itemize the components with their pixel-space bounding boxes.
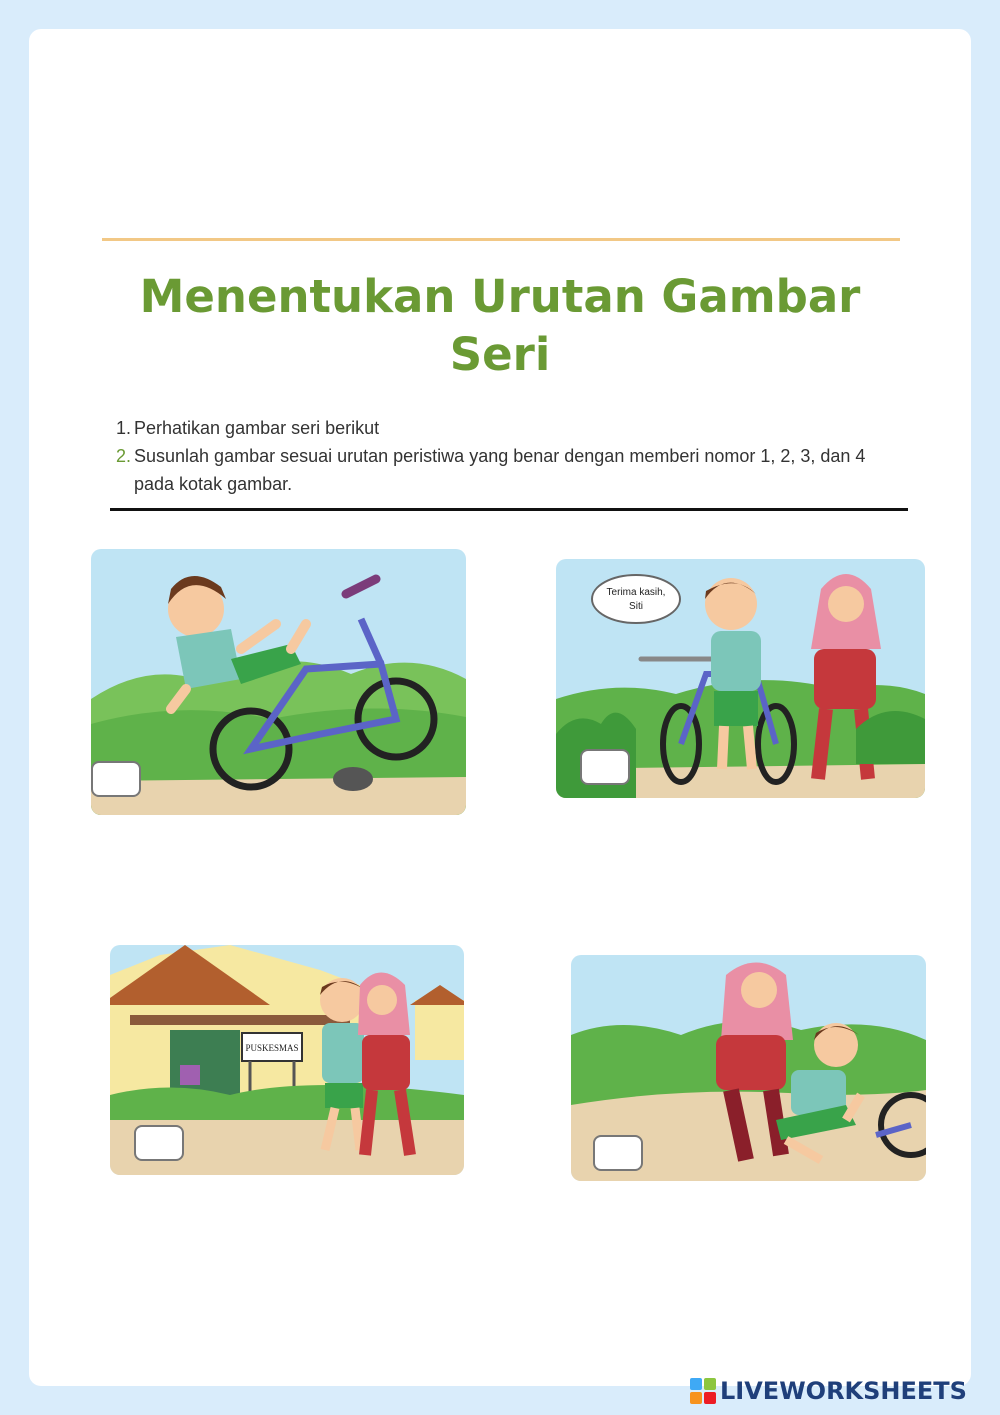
puskesmas-sign-text: PUSKESMAS	[245, 1043, 299, 1053]
worksheet-title: Menentukan Urutan Gambar Seri	[139, 270, 861, 381]
instruction-2-number: 2.	[116, 446, 132, 466]
speech-line-1: Terima kasih,	[606, 587, 666, 598]
instruction-1	[116, 414, 876, 442]
liveworksheets-brand	[690, 1375, 967, 1407]
picture-panel-help	[571, 955, 926, 1181]
liveworksheets-logo-icon	[690, 1378, 716, 1404]
answer-box-1[interactable]	[91, 761, 141, 797]
brand-name: LIVEWORKSHEETS	[720, 1377, 967, 1405]
picture-panel-thanks	[556, 559, 925, 798]
fall-illustration	[91, 549, 466, 815]
instruction-1-number: 1.	[116, 418, 132, 438]
instructions	[116, 414, 876, 498]
picture-panel-puskesmas	[110, 945, 464, 1175]
speech-line-2: Siti	[629, 601, 643, 612]
picture-panel-fall	[91, 549, 466, 815]
answer-box-3[interactable]	[134, 1125, 184, 1161]
section-divider	[110, 508, 908, 511]
answer-box-4[interactable]	[593, 1135, 643, 1171]
top-rule	[102, 238, 900, 241]
answer-box-2[interactable]	[580, 749, 630, 785]
instruction-2-text: Susunlah gambar sesuai urutan peristiwa yang benar dengan memberi nomor 1, 2, 3, dan 4 pada kotak gambar.	[134, 446, 866, 494]
instruction-1-text: Perhatikan gambar seri berikut	[134, 418, 380, 438]
instruction-2	[116, 442, 876, 498]
